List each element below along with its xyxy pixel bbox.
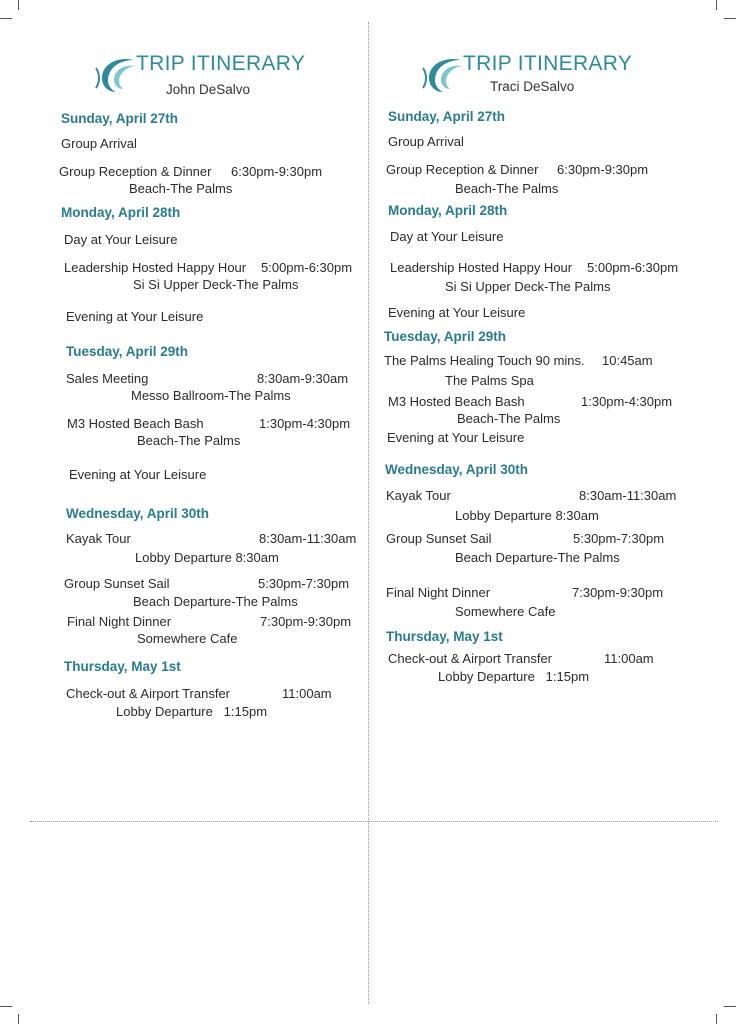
- event-location: Somewhere Cafe: [137, 631, 238, 646]
- event-title: M3 Hosted Beach Bash: [388, 394, 525, 409]
- event-time: 1:30pm-4:30pm: [581, 394, 673, 409]
- traveler-name: Traci DeSalvo: [490, 79, 575, 94]
- day-heading: Tuesday, April 29th: [66, 344, 189, 359]
- event-location: Lobby Departure 1:15pm: [116, 704, 268, 719]
- event-time: 11:00am: [604, 651, 654, 666]
- event-location: Beach-The Palms: [457, 411, 561, 426]
- event-location: Si Si Upper Deck-The Palms: [445, 279, 611, 294]
- event-location: Somewhere Cafe: [455, 604, 556, 619]
- event-location: Beach-The Palms: [455, 181, 559, 196]
- event-title: Final Night Dinner: [386, 585, 491, 600]
- event-row: [384, 353, 653, 368]
- brand-title: TRIP ITINERARY: [463, 52, 633, 75]
- event-title: Day at Your Leisure: [390, 229, 504, 244]
- event-title: Evening at Your Leisure: [69, 467, 207, 482]
- wave-logo-icon: [421, 54, 465, 94]
- event-time: 8:30am-9:30am: [257, 371, 349, 386]
- event-title: Group Sunset Sail: [64, 576, 170, 591]
- event-row: [386, 585, 664, 600]
- event-title: Leadership Hosted Happy Hour: [64, 260, 247, 275]
- event-title: The Palms Healing Touch 90 mins.: [384, 353, 585, 368]
- event-title: Sales Meeting: [66, 371, 149, 386]
- event-location: The Palms Spa: [445, 373, 534, 388]
- crop-mark: [0, 1006, 12, 1007]
- event-location: Lobby Departure 1:15pm: [438, 669, 590, 684]
- event-title: Group Reception & Dinner: [59, 164, 212, 179]
- vertical-cut-line: [368, 22, 369, 1004]
- event-row: [386, 162, 649, 177]
- event-location: Beach-The Palms: [129, 181, 233, 196]
- event-location: Lobby Departure 8:30am: [455, 508, 599, 523]
- event-row: [386, 531, 665, 546]
- event-time: 7:30pm-9:30pm: [260, 614, 352, 629]
- event-title: Kayak Tour: [386, 488, 451, 503]
- event-row: [388, 651, 654, 666]
- brand-header: [421, 52, 681, 100]
- event-title: Group Sunset Sail: [386, 531, 492, 546]
- event-time: 11:00am: [282, 686, 332, 701]
- event-title: Day at Your Leisure: [64, 232, 178, 247]
- event-title: Kayak Tour: [66, 531, 131, 546]
- event-time: 5:30pm-7:30pm: [573, 531, 665, 546]
- event-location: Beach Departure-The Palms: [133, 594, 298, 609]
- event-location: Messo Ballroom-The Palms: [131, 388, 291, 403]
- event-location: Si Si Upper Deck-The Palms: [133, 277, 299, 292]
- day-heading: Wednesday, April 30th: [385, 462, 529, 477]
- event-row: [386, 488, 677, 503]
- event-time: 1:30pm-4:30pm: [259, 416, 351, 431]
- crop-mark: [724, 1006, 736, 1007]
- crop-mark: [18, 1014, 19, 1024]
- horizontal-cut-line: [30, 821, 718, 822]
- event-title: Evening at Your Leisure: [387, 430, 525, 445]
- event-title: Check-out & Airport Transfer: [388, 651, 553, 666]
- event-title: Group Reception & Dinner: [386, 162, 539, 177]
- day-heading: Wednesday, April 30th: [66, 506, 210, 521]
- event-location: Beach-The Palms: [137, 433, 241, 448]
- event-title: Evening at Your Leisure: [388, 305, 526, 320]
- event-title: Group Arrival: [61, 136, 137, 151]
- event-time: 8:30am-11:30am: [259, 531, 357, 546]
- event-time: 5:00pm-6:30pm: [587, 260, 679, 275]
- crop-mark: [724, 18, 736, 19]
- event-title: Evening at Your Leisure: [66, 309, 204, 324]
- crop-mark: [716, 0, 717, 10]
- brand-title: TRIP ITINERARY: [136, 52, 306, 75]
- event-row: [388, 394, 673, 409]
- event-time: 5:00pm-6:30pm: [261, 260, 353, 275]
- event-time: 5:30pm-7:30pm: [258, 576, 350, 591]
- event-time: 8:30am-11:30am: [579, 488, 677, 503]
- event-title: Final Night Dinner: [67, 614, 172, 629]
- event-title: Check-out & Airport Transfer: [66, 686, 231, 701]
- event-location: Beach Departure-The Palms: [455, 550, 620, 565]
- day-heading: Sunday, April 27th: [388, 109, 506, 124]
- event-title: Group Arrival: [388, 134, 464, 149]
- day-heading: Thursday, May 1st: [386, 629, 503, 644]
- event-time: 6:30pm-9:30pm: [557, 162, 649, 177]
- event-title: Leadership Hosted Happy Hour: [390, 260, 573, 275]
- day-heading: Thursday, May 1st: [64, 659, 181, 674]
- event-location: Lobby Departure 8:30am: [135, 550, 279, 565]
- crop-mark: [716, 1014, 717, 1024]
- event-time: 7:30pm-9:30pm: [572, 585, 664, 600]
- event-title: M3 Hosted Beach Bash: [67, 416, 204, 431]
- event-row: [390, 260, 679, 275]
- day-heading: Monday, April 28th: [388, 203, 508, 218]
- event-time: 6:30pm-9:30pm: [231, 164, 323, 179]
- traveler-name: John DeSalvo: [166, 82, 251, 97]
- event-time: 10:45am: [602, 353, 653, 368]
- day-heading: Monday, April 28th: [61, 205, 181, 220]
- day-heading: Tuesday, April 29th: [384, 329, 507, 344]
- day-heading: Sunday, April 27th: [61, 111, 179, 126]
